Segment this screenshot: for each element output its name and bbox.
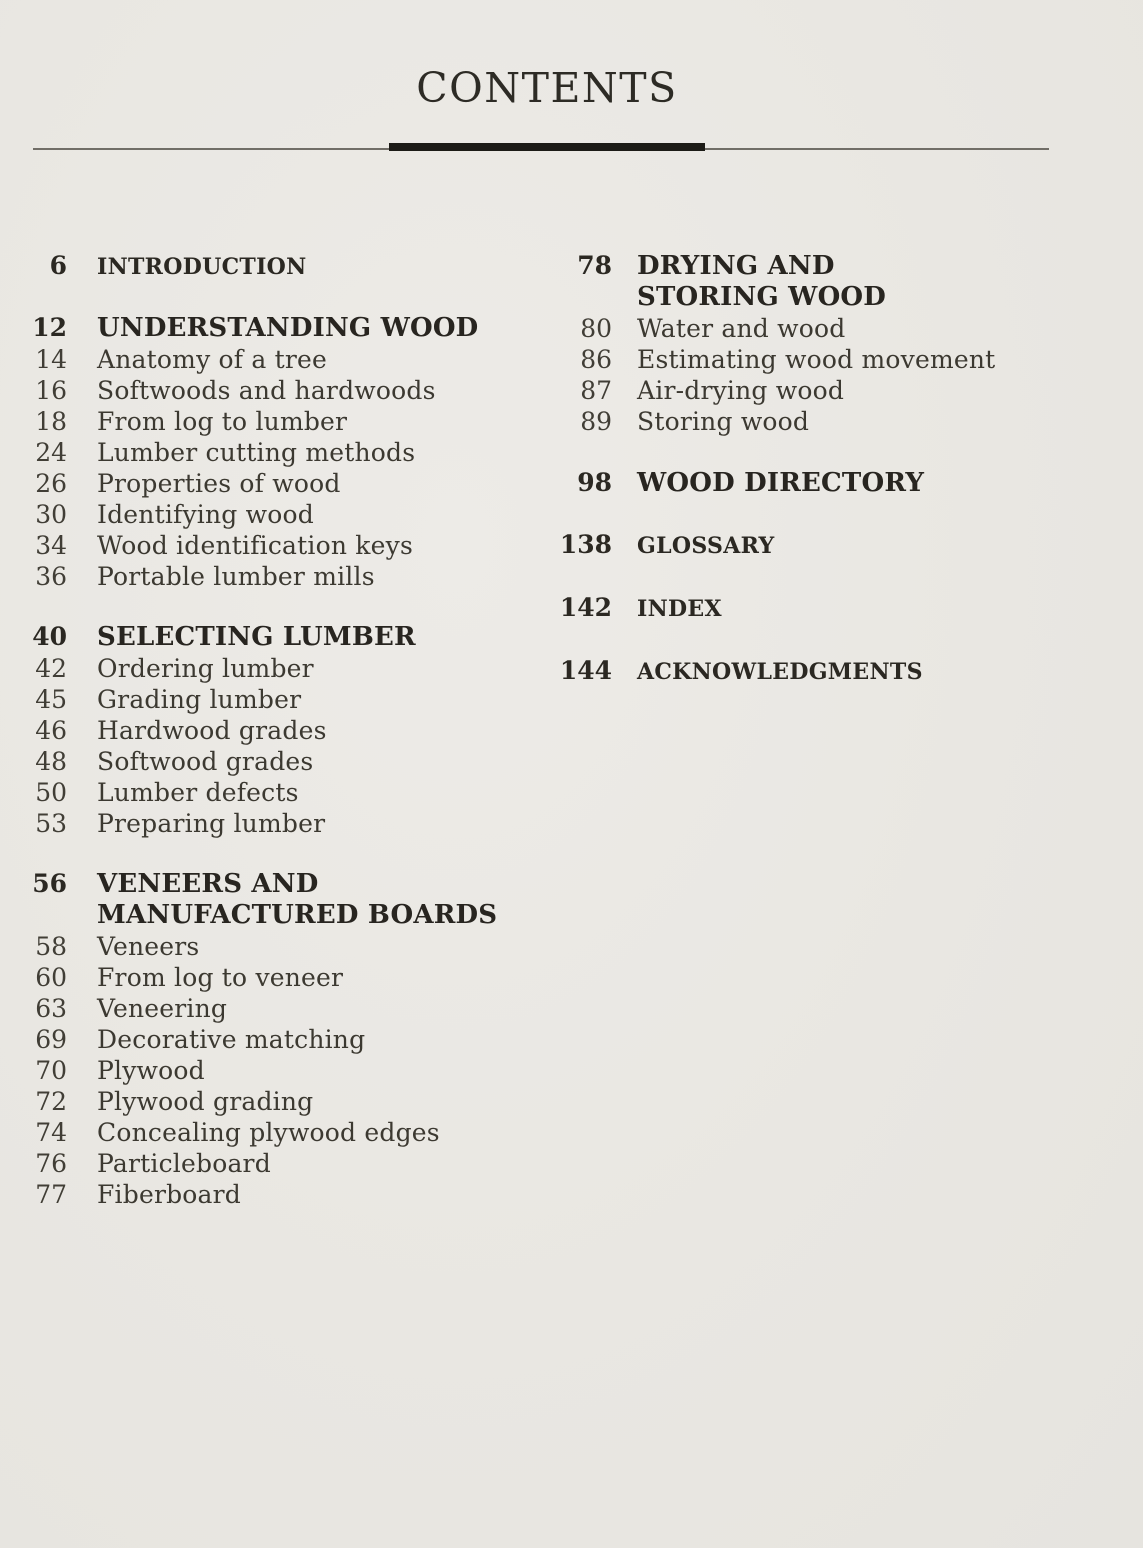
toc-entry-title-line: Anatomy of a tree bbox=[97, 345, 328, 374]
toc-entry bbox=[30, 715, 520, 746]
toc-page-number: 60 bbox=[35, 963, 67, 992]
toc-page-number: 53 bbox=[35, 809, 67, 838]
toc-entry bbox=[30, 561, 520, 592]
toc-page-number: 34 bbox=[35, 531, 67, 560]
toc-entry bbox=[540, 592, 1100, 625]
toc-page-number: 144 bbox=[559, 656, 612, 685]
toc-entry-title-line: VENEERS AND bbox=[97, 869, 319, 899]
toc-page-number: 70 bbox=[35, 1056, 67, 1085]
toc-section bbox=[30, 250, 520, 283]
toc-entry bbox=[30, 468, 520, 499]
toc-entry-title-line: Preparing lumber bbox=[97, 809, 326, 838]
title-rule-bar bbox=[389, 143, 705, 151]
toc-entry-title bbox=[637, 375, 844, 406]
toc-entry-title-line: Water and wood bbox=[637, 314, 846, 343]
toc-entry bbox=[30, 1024, 520, 1055]
toc-entry-title bbox=[97, 499, 314, 530]
toc-entry bbox=[30, 993, 520, 1024]
toc-entry-title-line: GLOSSARY bbox=[637, 533, 775, 559]
toc-entry-title bbox=[97, 993, 227, 1024]
toc-entry-title-line: Softwood grades bbox=[97, 747, 314, 776]
toc-page-number: 48 bbox=[35, 747, 67, 776]
toc-entry bbox=[540, 250, 1100, 313]
toc-entry-title bbox=[97, 962, 343, 993]
toc-page-number: 142 bbox=[559, 593, 612, 622]
toc-page-number: 89 bbox=[580, 407, 612, 436]
toc-entry-title bbox=[97, 777, 299, 808]
toc-entry-title bbox=[637, 468, 924, 499]
toc-entry bbox=[30, 653, 520, 684]
toc-page-number: 14 bbox=[35, 345, 67, 374]
toc-entry-title-line: Veneers bbox=[97, 932, 200, 961]
toc-entry-title bbox=[97, 1179, 241, 1210]
toc-section bbox=[30, 868, 520, 1210]
toc-entry-title bbox=[97, 437, 415, 468]
toc-entry-title-line: STORING WOOD bbox=[637, 282, 887, 312]
toc-page-number: 30 bbox=[35, 500, 67, 529]
toc-entry-title bbox=[97, 1086, 313, 1117]
toc-section bbox=[540, 529, 1100, 562]
toc-entry bbox=[30, 621, 520, 653]
toc-entry bbox=[30, 684, 520, 715]
toc-entry-title bbox=[97, 746, 313, 777]
toc-entry-title bbox=[97, 561, 375, 592]
toc-entry-title bbox=[637, 344, 995, 375]
toc-page-number: 16 bbox=[35, 376, 67, 405]
toc-entry-title-line: INTRODUCTION bbox=[97, 254, 307, 280]
toc-entry-title bbox=[97, 808, 325, 839]
toc-page-number: 80 bbox=[580, 314, 612, 343]
toc-entry bbox=[540, 406, 1100, 437]
toc-entry bbox=[540, 344, 1100, 375]
toc-entry-title-line: ACKNOWLEDGMENTS bbox=[637, 659, 923, 685]
toc-entry bbox=[30, 344, 520, 375]
toc-entry-title bbox=[97, 313, 478, 344]
toc-section bbox=[540, 467, 1100, 499]
toc-entry-title-line: Decorative matching bbox=[97, 1025, 366, 1054]
page-title: CONTENTS bbox=[416, 64, 678, 112]
toc-entry-title-line: MANUFACTURED BOARDS bbox=[97, 900, 498, 930]
toc-entry-title bbox=[637, 313, 845, 344]
toc-entry-title-line: Identifying wood bbox=[97, 500, 314, 529]
toc-page-number: 63 bbox=[35, 994, 67, 1023]
toc-column-left bbox=[30, 250, 520, 1239]
toc-entry-title bbox=[637, 531, 775, 562]
toc-entry-title-line: From log to veneer bbox=[97, 963, 344, 992]
toc-entry bbox=[30, 777, 520, 808]
toc-page-number: 56 bbox=[32, 869, 67, 898]
toc-entry-title-line: Plywood bbox=[97, 1056, 205, 1085]
toc-entry-title bbox=[97, 715, 327, 746]
toc-section bbox=[540, 655, 1100, 688]
toc-entry-title bbox=[97, 684, 301, 715]
toc-entry bbox=[30, 250, 520, 283]
toc-entry bbox=[30, 931, 520, 962]
toc-entry bbox=[30, 808, 520, 839]
toc-entry-title bbox=[97, 252, 307, 283]
toc-page-number: 98 bbox=[577, 468, 612, 497]
toc-entry-title-line: Hardwood grades bbox=[97, 716, 327, 745]
toc-entry bbox=[30, 312, 520, 344]
toc-entry-title-line: DRYING AND bbox=[637, 251, 835, 281]
toc-page-number: 74 bbox=[35, 1118, 67, 1147]
toc-entry-title bbox=[637, 657, 923, 688]
toc-page-number: 76 bbox=[35, 1149, 67, 1178]
toc-entry-title bbox=[97, 344, 327, 375]
toc-page-number: 18 bbox=[35, 407, 67, 436]
toc-entry-title-line: UNDERSTANDING WOOD bbox=[97, 313, 479, 343]
toc-entry bbox=[30, 1179, 520, 1210]
toc-entry bbox=[30, 868, 520, 931]
toc-entry bbox=[30, 746, 520, 777]
toc-page-number: 87 bbox=[580, 376, 612, 405]
toc-page-number: 6 bbox=[49, 251, 67, 280]
toc-entry-title-line: SELECTING LUMBER bbox=[97, 622, 416, 652]
toc-page-number: 42 bbox=[35, 654, 67, 683]
toc-entry-title-line: Air-drying wood bbox=[637, 376, 845, 405]
toc-section bbox=[30, 621, 520, 839]
toc-page-number: 72 bbox=[35, 1087, 67, 1116]
toc-page-number: 12 bbox=[32, 313, 67, 342]
toc-entry bbox=[30, 1055, 520, 1086]
toc-entry-title-line: Concealing plywood edges bbox=[97, 1118, 440, 1147]
toc-entry-title bbox=[97, 530, 413, 561]
toc-entry bbox=[30, 499, 520, 530]
toc-entry-title bbox=[97, 468, 341, 499]
toc-entry-title bbox=[97, 1024, 365, 1055]
toc-page-number: 50 bbox=[35, 778, 67, 807]
toc-entry-title bbox=[637, 251, 886, 313]
toc-entry-title bbox=[637, 594, 722, 625]
toc-entry bbox=[540, 529, 1100, 562]
toc-entry-title bbox=[97, 653, 314, 684]
toc-entry-title-line: Ordering lumber bbox=[97, 654, 314, 683]
toc-entry-title-line: Fiberboard bbox=[97, 1180, 242, 1209]
toc-page-number: 86 bbox=[580, 345, 612, 374]
toc-entry-title-line: INDEX bbox=[637, 596, 722, 622]
toc-entry bbox=[30, 1086, 520, 1117]
toc-entry-title-line: Particleboard bbox=[97, 1149, 271, 1178]
toc-section bbox=[30, 312, 520, 592]
toc-page-number: 77 bbox=[35, 1180, 67, 1209]
toc-entry-title-line: WOOD DIRECTORY bbox=[637, 468, 925, 498]
toc-entry-title bbox=[97, 869, 497, 931]
toc-page-number: 40 bbox=[32, 622, 67, 651]
toc-entry-title-line: Lumber cutting methods bbox=[97, 438, 416, 467]
toc-page-number: 45 bbox=[35, 685, 67, 714]
toc-page-number: 78 bbox=[577, 251, 612, 280]
toc-entry-title-line: Plywood grading bbox=[97, 1087, 314, 1116]
toc-entry-title bbox=[637, 406, 809, 437]
toc-entry bbox=[540, 375, 1100, 406]
toc-entry-title-line: Estimating wood movement bbox=[637, 345, 996, 374]
toc-page-number: 58 bbox=[35, 932, 67, 961]
toc-entry-title-line: Properties of wood bbox=[97, 469, 341, 498]
toc-entry bbox=[540, 313, 1100, 344]
toc-entry-title bbox=[97, 1148, 271, 1179]
toc-page-number: 46 bbox=[35, 716, 67, 745]
toc-entry-title bbox=[97, 622, 416, 653]
toc-column-right bbox=[540, 250, 1100, 718]
toc-entry-title-line: Softwoods and hardwoods bbox=[97, 376, 436, 405]
toc-entry-title-line: Wood identification keys bbox=[97, 531, 413, 560]
toc-entry-title-line: Lumber defects bbox=[97, 778, 299, 807]
toc-entry-title-line: Storing wood bbox=[637, 407, 810, 436]
toc-entry-title bbox=[97, 375, 436, 406]
toc-page-number: 138 bbox=[559, 530, 612, 559]
toc-entry bbox=[30, 530, 520, 561]
toc-entry bbox=[30, 1148, 520, 1179]
toc-entry-title-line: From log to lumber bbox=[97, 407, 348, 436]
toc-entry-title bbox=[97, 1117, 440, 1148]
toc-entry bbox=[540, 467, 1100, 499]
toc-page-number: 26 bbox=[35, 469, 67, 498]
toc-entry bbox=[540, 655, 1100, 688]
toc-entry-title-line: Grading lumber bbox=[97, 685, 302, 714]
toc-page-number: 69 bbox=[35, 1025, 67, 1054]
toc-entry-title bbox=[97, 406, 347, 437]
toc-page-number: 24 bbox=[35, 438, 67, 467]
toc-section bbox=[540, 250, 1100, 437]
toc-entry bbox=[30, 375, 520, 406]
toc-page-number: 36 bbox=[35, 562, 67, 591]
toc-section bbox=[540, 592, 1100, 625]
toc-entry bbox=[30, 962, 520, 993]
toc-entry-title bbox=[97, 1055, 205, 1086]
toc-entry-title-line: Portable lumber mills bbox=[97, 562, 375, 591]
toc-entry bbox=[30, 1117, 520, 1148]
toc-entry-title-line: Veneering bbox=[97, 994, 228, 1023]
toc-entry bbox=[30, 406, 520, 437]
toc-entry bbox=[30, 437, 520, 468]
toc-entry-title bbox=[97, 931, 199, 962]
